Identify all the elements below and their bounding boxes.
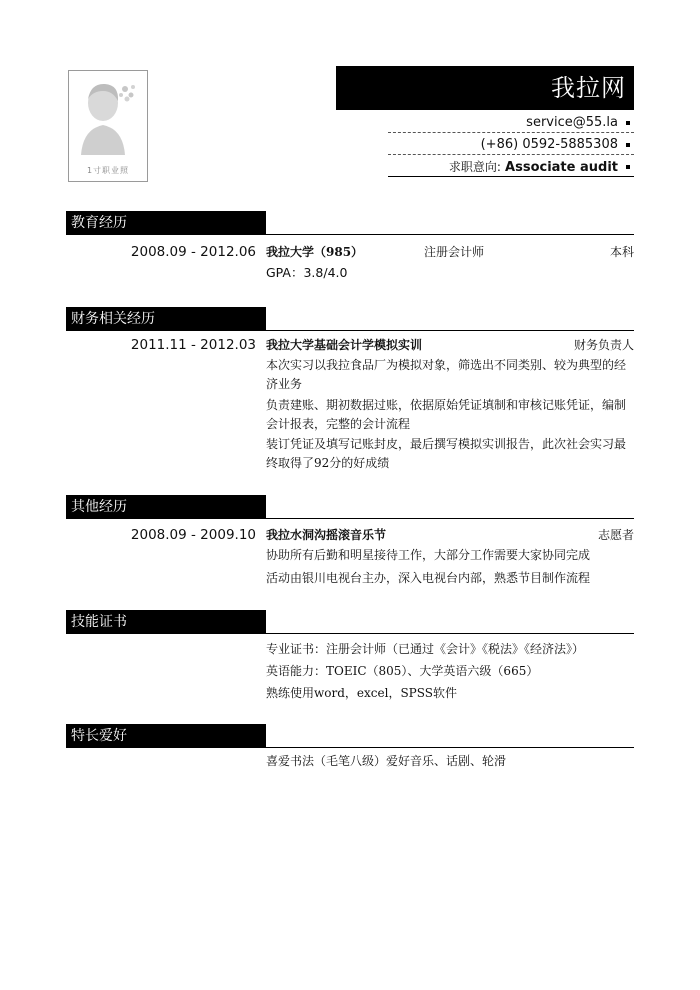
section-rule [266, 234, 634, 235]
section-rule [266, 518, 634, 519]
education-degree: 本科 [609, 245, 634, 259]
photo-caption: 1寸职业照 [86, 166, 130, 175]
skills-english: 英语能力：TOEIC（805）、大学英语六级（665） [266, 664, 539, 678]
education-school: 我拉大学（985） [266, 245, 364, 259]
section-rule [266, 747, 634, 748]
bullet-square-icon [626, 165, 630, 169]
finance-desc-2: 负责建账、期初数据过账，依据原始凭证填制和审核记账凭证，编制会计报表，完整的会计流程 [266, 398, 627, 431]
bullet-square-icon [626, 143, 630, 147]
divider-dashed [388, 132, 634, 133]
finance-role: 财务负责人 [573, 338, 634, 352]
skills-software: 熟练使用word，excel，SPSS软件 [266, 686, 457, 700]
job-intent-value: Associate audit [505, 160, 618, 175]
email-text: service@55.la [526, 115, 618, 130]
other-org: 我拉水洞沟摇滚音乐节 [266, 528, 387, 542]
other-date: 2008.09 - 2009.10 [130, 527, 256, 543]
other-desc-2: 活动由银川电视台主办，深入电视台内部，熟悉节目制作流程 [266, 571, 591, 585]
other-desc-1: 协助所有后勤和明星接待工作，大部分工作需要大家协同完成 [266, 548, 591, 562]
hobbies-text: 喜爱书法（毛笔八级）爱好音乐、话剧、轮滑 [266, 754, 507, 768]
brand-title: 我拉网 [336, 66, 634, 110]
section-title-hobbies: 特长爱好 [66, 724, 266, 748]
section-rule [266, 330, 634, 331]
job-intent-line [388, 156, 634, 178]
finance-desc-1: 本次实习以我拉食品厂为模拟对象，筛选出不同类别、较为典型的经济业务 [266, 358, 627, 391]
profile-photo [68, 70, 148, 182]
section-title-finance: 财务相关经历 [66, 307, 266, 331]
divider-dashed [388, 154, 634, 155]
other-role: 志愿者 [597, 528, 634, 542]
education-date: 2008.09 - 2012.06 [130, 244, 256, 260]
section-title-skills: 技能证书 [66, 610, 266, 634]
bullet-square-icon [626, 121, 630, 125]
section-title-education: 教育经历 [66, 211, 266, 235]
finance-org: 我拉大学基础会计学模拟实训 [266, 338, 423, 352]
section-title-other: 其他经历 [66, 495, 266, 519]
finance-date: 2011.11 - 2012.03 [130, 337, 256, 353]
phone-text: (+86) 0592-5885308 [480, 137, 618, 152]
education-gpa: GPA：3.8/4.0 [266, 265, 348, 280]
phone-line [388, 134, 634, 156]
finance-desc-3: 装订凭证及填写记账封皮，最后撰写模拟实训报告，此次社会实习最终取得了92分的好成绩 [266, 437, 627, 470]
email-line [388, 112, 634, 134]
section-rule [266, 633, 634, 634]
divider-solid [388, 176, 634, 177]
skills-certificate: 专业证书：注册会计师（已通过《会计》《税法》《经济法》） [266, 642, 585, 656]
job-intent-label: 求职意向: [448, 160, 501, 174]
avatar-icon [75, 77, 143, 165]
education-major: 注册会计师 [424, 245, 485, 259]
